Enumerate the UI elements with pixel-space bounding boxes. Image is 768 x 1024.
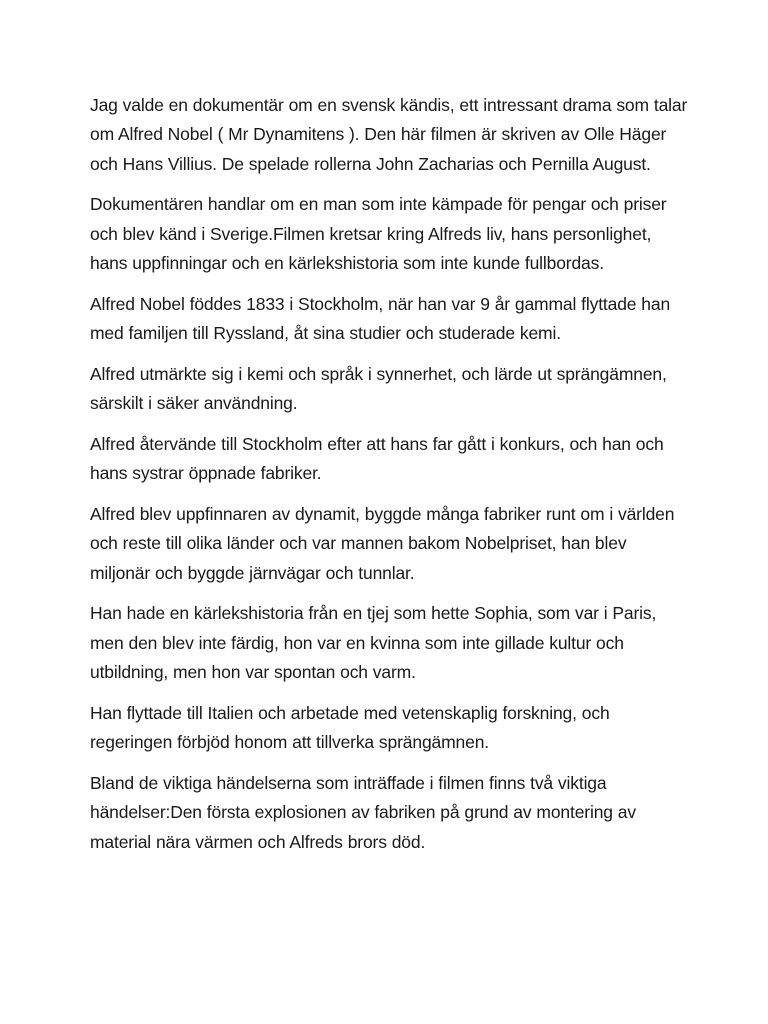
paragraph-7: Han hade en kärlekshistoria från en tjej som hette Sophia, som var i Paris, men den blev inte färdig, hon var en kvinna som inte gillade kultur och utbildning, men hon var spontan och varm.	[90, 603, 657, 683]
paragraph-5: Alfred återvände till Stockholm efter att hans far gått i konkurs, och han och hans systrar öppnade fabriker.	[90, 433, 664, 484]
paragraph-6: Alfred blev uppfinnaren av dynamit, byggde många fabriker runt om i världen och reste till olika länder och var mannen bakom Nobelpriset, han blev miljonär och byggde järnvägar och tunnlar.	[90, 504, 675, 583]
paragraph-1: Jag valde en dokumentär om en svensk kändis, ett intressant drama som talar om Alfred Nobel ( Mr Dynamitens ). Den här filmen är skriven av Olle Häger och Hans Villius. De spelade rollerna John Zacharias och Pernilla August.	[90, 95, 688, 174]
paragraph-9: Bland de viktiga händelserna som inträffade i filmen finns två viktiga händelser:Den första explosionen av fabriken på grund av montering av material nära värmen och Alfreds brors död.	[90, 772, 636, 852]
paragraph-2: Dokumentären handlar om en man som inte kämpade för pengar och priser och blev känd i Sverige.Filmen kretsar kring Alfreds liv, hans personlighet, hans uppfinningar och en kärlekshistoria som inte kunde fullbordas.	[90, 194, 667, 273]
paragraph-8: Han flyttade till Italien och arbetade med vetenskaplig forskning, och regeringen förbjöd honom att tillverka sprängämnen.	[90, 702, 610, 753]
paragraph-3: Alfred Nobel föddes 1833 i Stockholm, när han var 9 år gammal flyttade han med familjen till Ryssland, åt sina studier och studerade kemi.	[90, 293, 671, 344]
document-body	[90, 91, 690, 868]
paragraph-4: Alfred utmärkte sig i kemi och språk i synnerhet, och lärde ut sprängämnen, särskilt i säker användning.	[90, 363, 667, 414]
